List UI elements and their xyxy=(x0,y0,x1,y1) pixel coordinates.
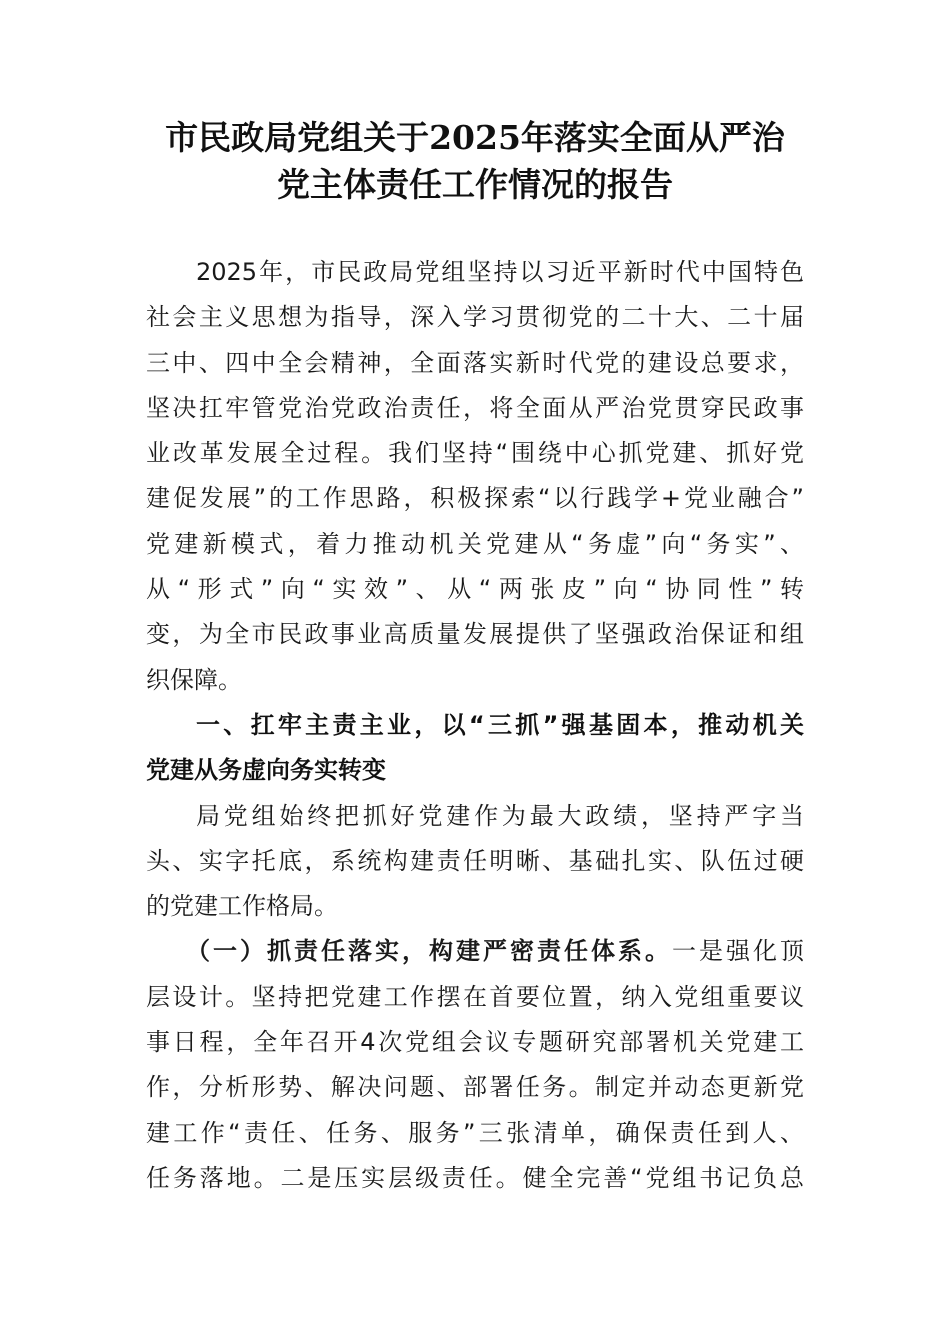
title-line-1: 市民政局党组关于2025年落实全面从严治 xyxy=(165,118,785,157)
text-line: 建工作“责任、任务、服务”三张清单，确保责任到人、 xyxy=(146,1118,804,1147)
subsection-lead-rest: 一是强化顶 xyxy=(672,937,804,966)
section-heading-1 xyxy=(146,703,804,794)
text-line: 织保障。 xyxy=(146,665,242,694)
text-line: 事日程，全年召开4次党组会议专题研究部署机关党建工 xyxy=(146,1028,804,1057)
text-line: 三中、四中全会精神，全面落实新时代党的建设总要求， xyxy=(146,348,804,377)
document-body xyxy=(146,250,804,1201)
document-title xyxy=(140,114,810,208)
text-line: 党建新模式，着力推动机关党建从“务虚”向“务实”、 xyxy=(146,529,804,558)
text-line: 2025年，市民政局党组坚持以习近平新时代中国特色 xyxy=(196,258,804,286)
text-line: 的党建工作格局。 xyxy=(146,892,338,921)
subsection-1-paragraph xyxy=(146,929,804,1201)
text-line: 坚决扛牢管党治党政治责任，将全面从严治党贯穿民政事 xyxy=(146,393,804,422)
section-1-intro-paragraph xyxy=(146,794,804,930)
intro-paragraph xyxy=(146,250,804,703)
subsection-lead: （一）抓责任落实，构建严密责任体系。 xyxy=(186,937,672,966)
text-line: 变，为全市民政事业高质量发展提供了坚强政治保证和组 xyxy=(146,620,804,649)
text-line: 从“形式”向“实效”、从“两张皮”向“协同性”转 xyxy=(146,575,804,604)
text-line: 业改革发展全过程。我们坚持“围绕中心抓党建、抓好党 xyxy=(146,439,804,468)
text-line: 作，分析形势、解决问题、部署任务。制定并动态更新党 xyxy=(146,1073,804,1102)
text-line: 建促发展”的工作思路，积极探索“以行践学+党业融合” xyxy=(146,484,804,513)
text-line: 头、实字托底，系统构建责任明晰、基础扎实、队伍过硬 xyxy=(146,846,804,875)
text-line xyxy=(146,929,804,974)
text-line: 层设计。坚持把党建工作摆在首要位置，纳入党组重要议 xyxy=(146,982,804,1011)
text-line: 局党组始终把抓好党建作为最大政绩，坚持严字当 xyxy=(196,801,804,830)
title-line-2: 党主体责任工作情况的报告 xyxy=(277,165,673,204)
heading-line: 党建从务虚向务实转变 xyxy=(146,756,386,785)
heading-line: 一、扛牢主责主业，以“三抓”强基固本，推动机关 xyxy=(196,710,804,739)
text-line: 任务落地。二是压实层级责任。健全完善“党组书记负总 xyxy=(146,1163,804,1192)
text-line: 社会主义思想为指导，深入学习贯彻党的二十大、二十届 xyxy=(146,303,804,332)
